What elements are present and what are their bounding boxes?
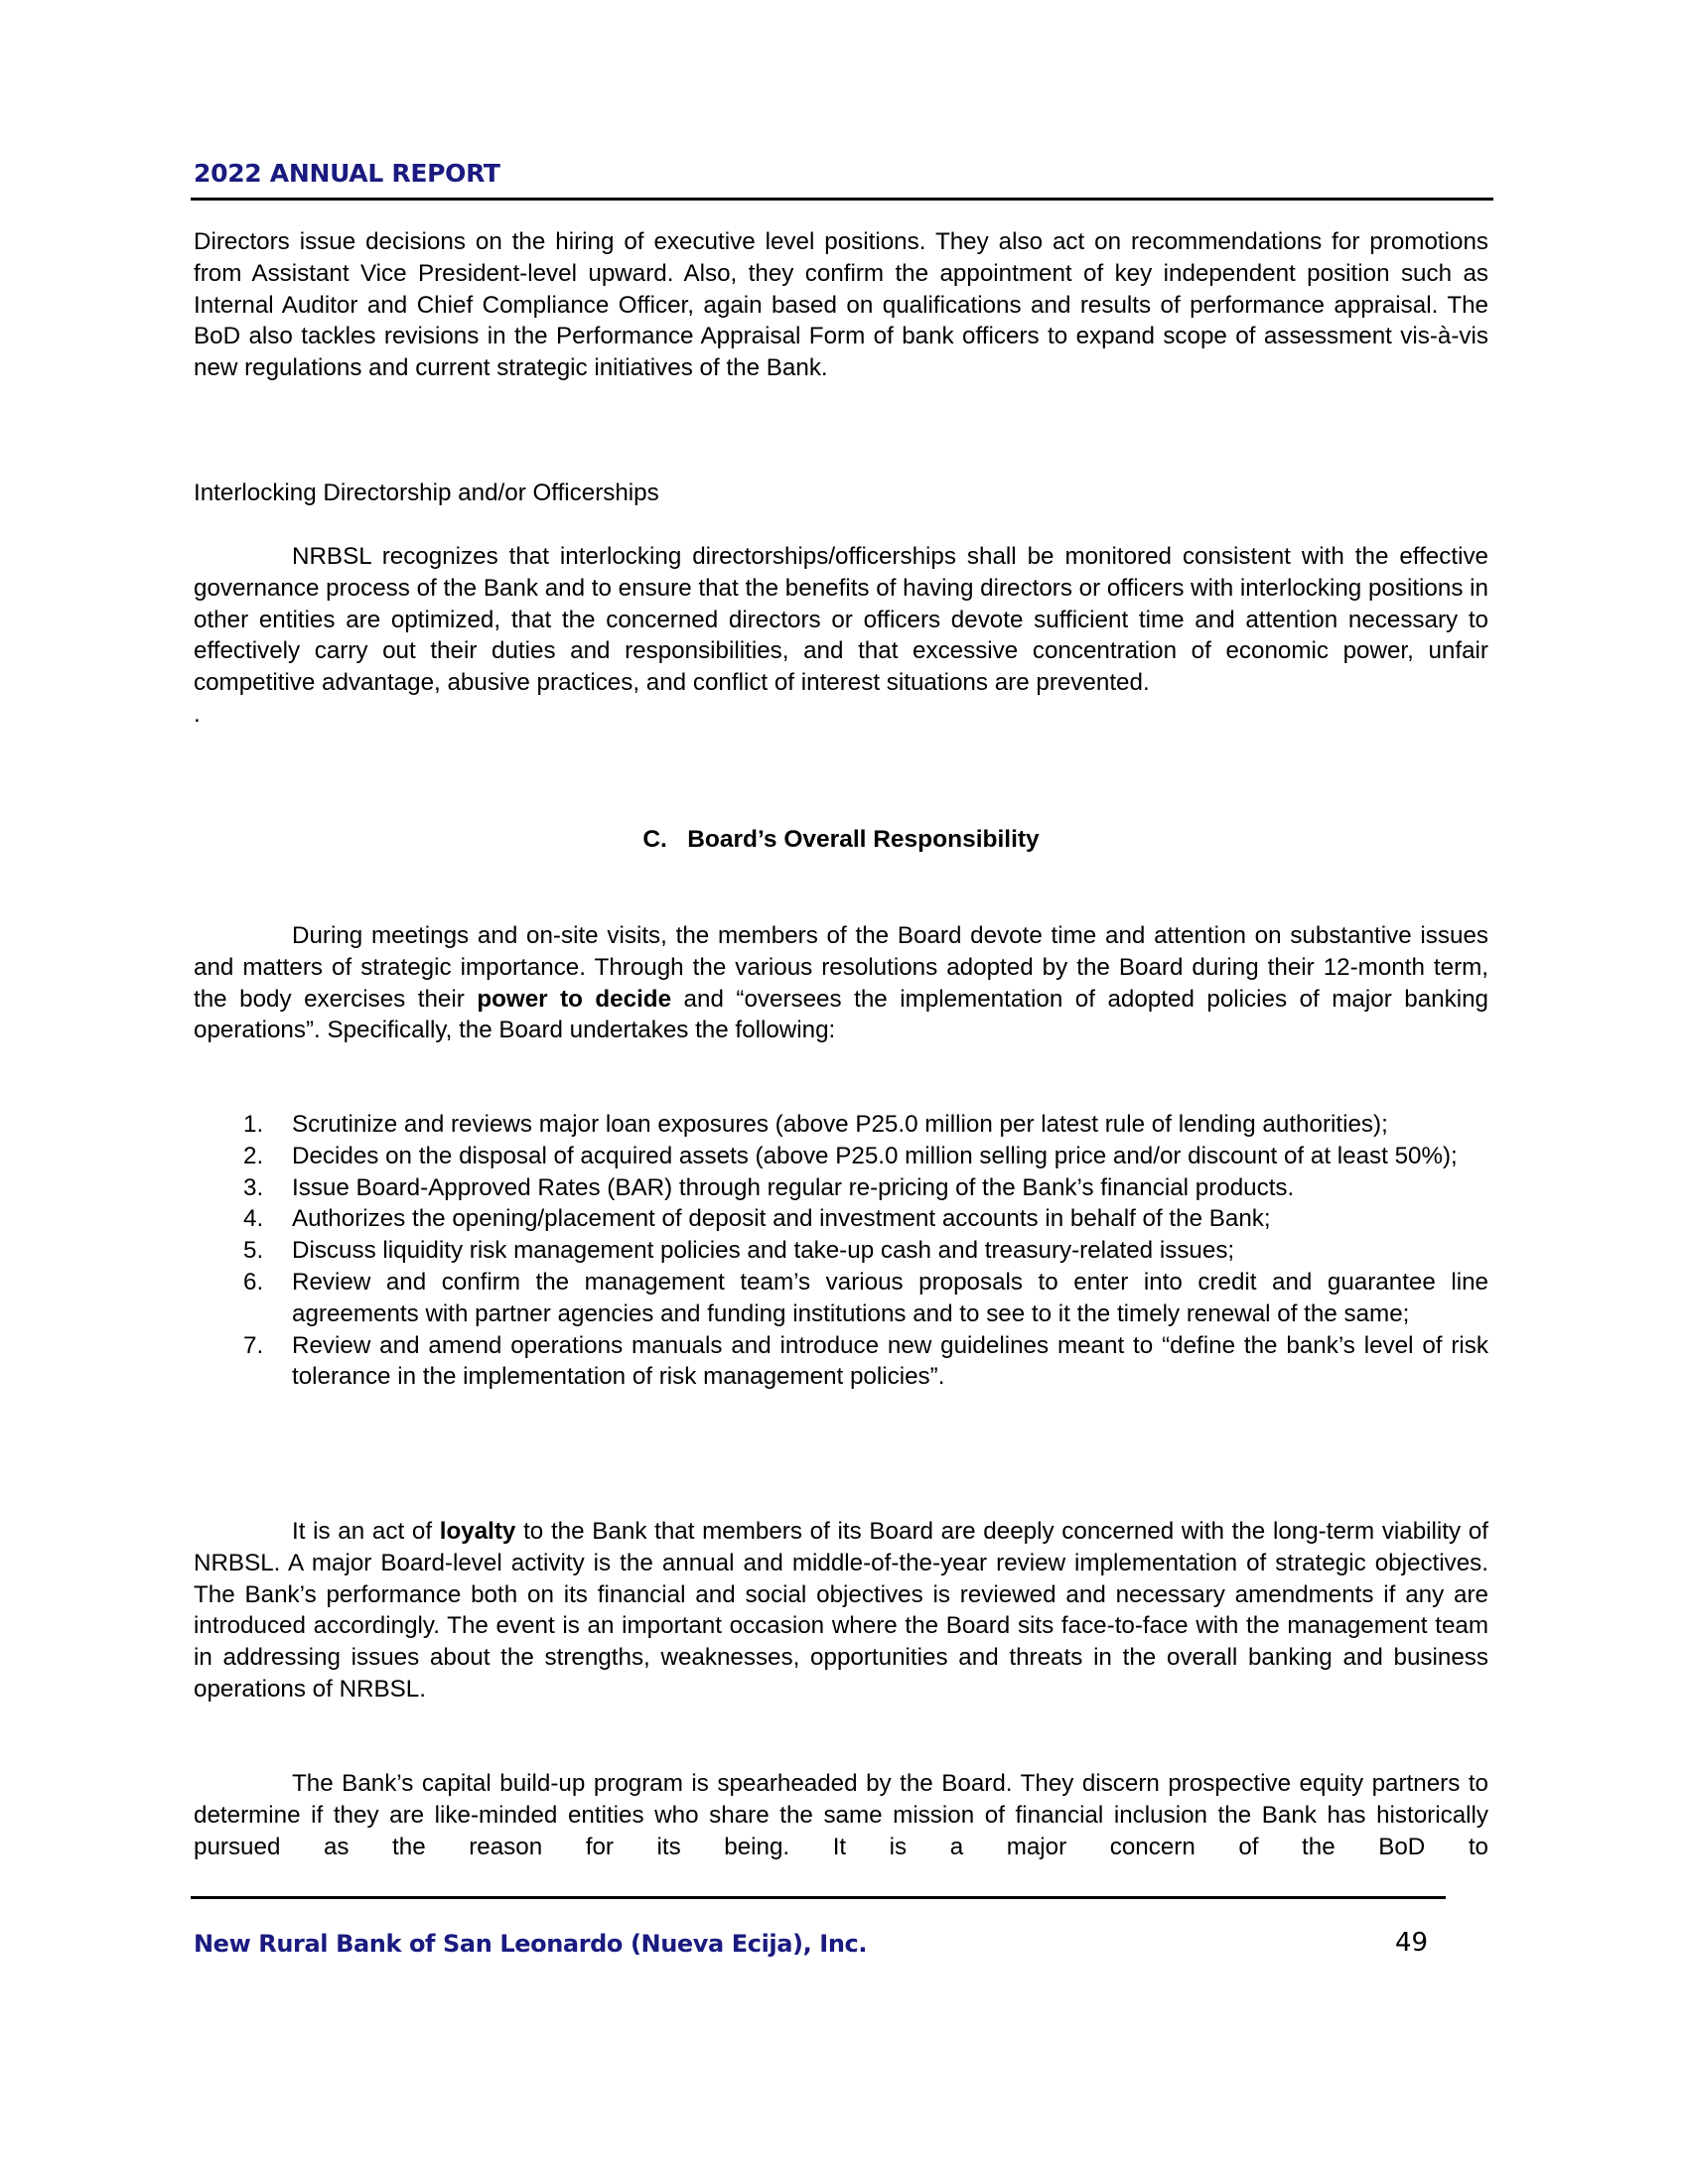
- list-item: [194, 1203, 1488, 1235]
- section-heading-c: C. Board’s Overall Responsibility: [642, 826, 1040, 853]
- list-item-text: Decides on the disposal of acquired assets (above P25.0 million selling price and/or discount of at least 50%);: [292, 1142, 1458, 1169]
- paragraph-board-meetings: [194, 920, 1488, 1046]
- list-item-text: Review and confirm the management team’s various proposals to enter into credit and guarantee line agreements with partner agencies and funding institutions and to see to it the timely renewal of the same;: [292, 1268, 1488, 1327]
- list-item: [194, 1235, 1488, 1267]
- list-item-text: Review and amend operations manuals and introduce new guidelines meant to “define the bank’s level of risk tolerance in the implementation of risk management policies”.: [292, 1331, 1488, 1391]
- list-number: 4.: [243, 1205, 264, 1233]
- list-item: [194, 1109, 1488, 1141]
- list-number: 7.: [243, 1331, 264, 1359]
- paragraph-loyalty: [194, 1516, 1488, 1706]
- text-run: and “oversees the implementation of adopted policies of major banking operations”. Specifically, the Board undertakes the following:: [194, 985, 1488, 1044]
- paragraph-interlocking: NRBSL recognizes that interlocking directorships/officerships shall be monitored consistent with the effective governance process of the Bank and to ensure that the benefits of having directors or officers with interlocking positions in other entities are optimized, that the concerned directors or officers devote sufficient time and attention necessary to effectively carry out their duties and responsibilities, and that excessive concentration of economic power, unfair competitive advantage, abusive practices, and conflict of interest situations are prevented.: [194, 543, 1488, 697]
- section-capital-buildup: [194, 1768, 1488, 1862]
- text-run: to the Bank that members of its Board are deeply concerned with the long-term viability of NRBSL. A major Board-level activity is the annual and middle-of-the-year review implementation of strategic objectives. The Bank’s performance both on its financial and social objectives is reviewed and necessary amendments if any are introduced accordingly. The event is an important occasion where the Board sits face-to-face with the management team in addressing issues about the strengths, weaknesses, opportunities and threats in the overall banking and business operations of NRBSL.: [194, 1518, 1488, 1703]
- list-item-text: Scrutinize and reviews major loan exposures (above P25.0 million per latest rule of lending authorities);: [292, 1111, 1388, 1138]
- stray-period: .: [194, 700, 201, 728]
- list-item-text: Authorizes the opening/placement of deposit and investment accounts in behalf of the Bank;: [292, 1205, 1271, 1233]
- list-number: 3.: [243, 1173, 264, 1201]
- list-item: [194, 1172, 1488, 1204]
- footer-organization-name: New Rural Bank of San Leonardo (Nueva Ecija), Inc.: [194, 1930, 868, 1958]
- section-interlocking: [194, 478, 1488, 509]
- report-header-title: 2022 ANNUAL REPORT: [194, 159, 500, 188]
- text-run: It is an act of: [292, 1518, 440, 1545]
- section-c-intro: [194, 920, 1488, 1046]
- list-number: 5.: [243, 1237, 264, 1265]
- bold-loyalty: loyalty: [439, 1518, 516, 1545]
- list-number: 1.: [243, 1111, 264, 1138]
- paragraph-directors-decisions: Directors issue decisions on the hiring of executive level positions. They also act on recommendations for promotions from Assistant Vice President-level upward. Also, they confirm the appointment of key independent position such as Internal Auditor and Chief Compliance Officer, again based on qualifications and results of performance appraisal. The BoD also tackles revisions in the Performance Appraisal Form of bank officers to expand scope of assessment vis-à-vis new regulations and current strategic initiatives of the Bank.: [194, 228, 1488, 382]
- list-item-text: Discuss liquidity risk management policies and take-up cash and treasury-related issues;: [292, 1237, 1235, 1265]
- section-loyalty: [194, 1516, 1488, 1706]
- paragraph-capital-buildup: The Bank’s capital build-up program is spearheaded by the Board. They discern prospective equity partners to determine if they are like-minded entities who share the same mission of financial inclusion the Bank has historically pursued as the reason for its being. It is a major concern of the BoD to: [194, 1770, 1488, 1860]
- list-item: [194, 1141, 1488, 1172]
- bold-power-to-decide: power to decide: [477, 985, 672, 1013]
- list-number: 2.: [243, 1142, 264, 1169]
- list-item-text: Issue Board-Approved Rates (BAR) through regular re-pricing of the Bank’s financial products.: [292, 1173, 1295, 1201]
- page-number: 49: [1395, 1928, 1429, 1958]
- list-number: 6.: [243, 1268, 264, 1296]
- section-interlocking-body: [194, 541, 1488, 731]
- board-responsibilities-list: [194, 1109, 1488, 1393]
- footer-rule: [191, 1896, 1446, 1899]
- list-item: [194, 1330, 1488, 1394]
- subheading-interlocking-directorship: Interlocking Directorship and/or Officerships: [194, 479, 659, 506]
- list-item: [194, 1267, 1488, 1330]
- header-rule: [191, 198, 1493, 201]
- section-top-paragraph: [194, 226, 1488, 384]
- text-run: During meetings and on-site visits, the members of the Board devote time and attention on substantive issues and matters of strategic importance. Through the various resolutions adopted by the Board during their 12-month term, the body exercises their: [194, 922, 1488, 1013]
